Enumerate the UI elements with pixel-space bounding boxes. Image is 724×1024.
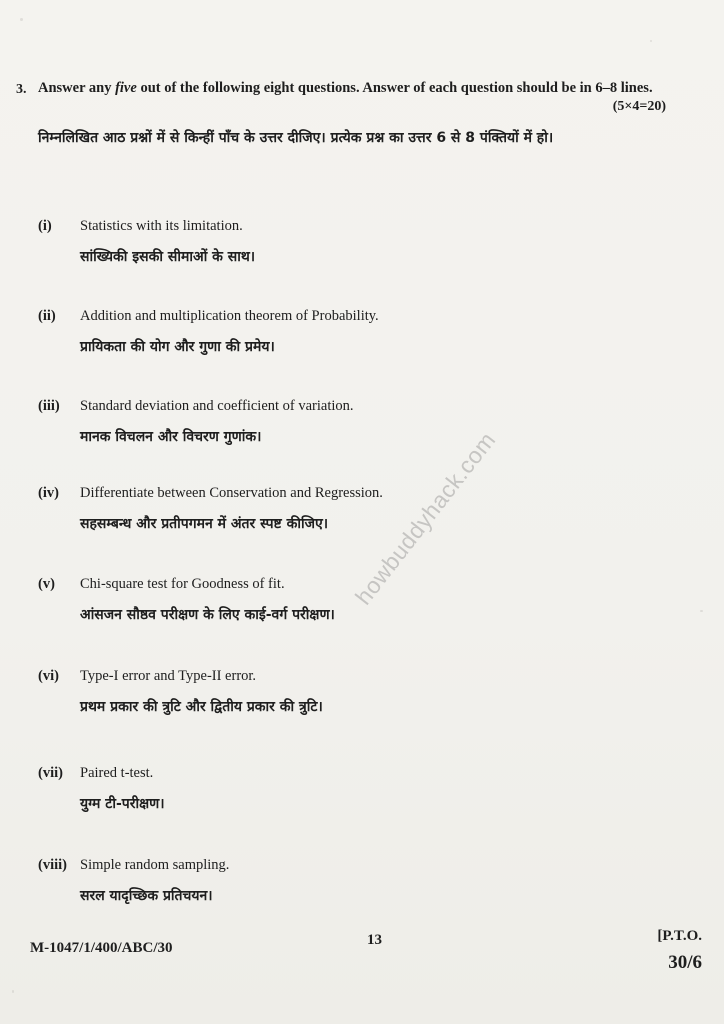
item-number: (i) [38, 218, 52, 234]
instruction-hindi: निम्नलिखित आठ प्रश्नों में से किन्हीं पाँच के उत्तर दीजिए। प्रत्येक प्रश्न का उत्तर 6 से 8 पंक्तियों में हो। [38, 130, 554, 146]
item-hindi: सहसम्बन्ध और प्रतीपगमन में अंतर स्पष्ट कीजिए। [80, 516, 329, 532]
marks-allocation: (5×4=20) [612, 99, 666, 114]
watermark: howbuddyhack.com [349, 426, 501, 610]
instruction-text: Answer any [38, 80, 116, 96]
item-number: (vi) [38, 668, 59, 684]
item-english: Statistics with its limitation. [80, 218, 243, 234]
item-number: (iv) [38, 485, 59, 501]
item-english: Type-I error and Type-II error. [80, 668, 257, 684]
item-number: (iii) [38, 398, 60, 414]
instruction-english [38, 78, 668, 98]
item-english: Differentiate between Conservation and Regression. [80, 485, 383, 501]
item-number: (ii) [38, 308, 56, 324]
scan-speck [700, 610, 703, 612]
item-english: Addition and multiplication theorem of Probability. [80, 308, 379, 324]
item-english: Paired t-test. [80, 765, 154, 781]
item-hindi: युग्म टी-परीक्षण। [80, 796, 165, 812]
item-english: Standard deviation and coefficient of variation. [80, 398, 354, 414]
sheet-reference: 30/6 [668, 952, 702, 973]
item-english: Simple random sampling. [80, 857, 230, 873]
scan-speck [12, 990, 14, 993]
item-hindi: सरल यादृच्छिक प्रतिचयन। [80, 888, 213, 904]
item-number: (viii) [38, 857, 67, 873]
item-hindi: प्रायिकता की योग और गुणा की प्रमेय। [80, 339, 275, 355]
item-number: (vii) [38, 765, 63, 781]
instruction-text: out of the following eight questions. Answer of each question should be in 6–8 lines. [136, 80, 653, 96]
paper-code: M-1047/1/400/ABC/30 [30, 940, 173, 956]
item-english: Chi-square test for Goodness of fit. [80, 576, 285, 592]
item-hindi: सांख्यिकी इसकी सीमाओं के साथ। [80, 249, 256, 265]
item-hindi: मानक विचलन और विचरण गुणांक। [80, 429, 262, 445]
item-hindi: प्रथम प्रकार की त्रुटि और द्वितीय प्रकार की त्रुटि। [80, 699, 323, 715]
please-turn-over: [P.T.O. [657, 928, 702, 944]
question-number: 3. [16, 82, 27, 97]
item-hindi: आंसजन सौष्ठव परीक्षण के लिए काई-वर्ग परीक्षण। [80, 607, 335, 623]
item-number: (v) [38, 576, 55, 592]
page-number: 13 [367, 932, 382, 948]
scan-speck [650, 40, 652, 42]
scan-speck [20, 18, 23, 21]
instruction-emphasis: five [115, 80, 137, 96]
